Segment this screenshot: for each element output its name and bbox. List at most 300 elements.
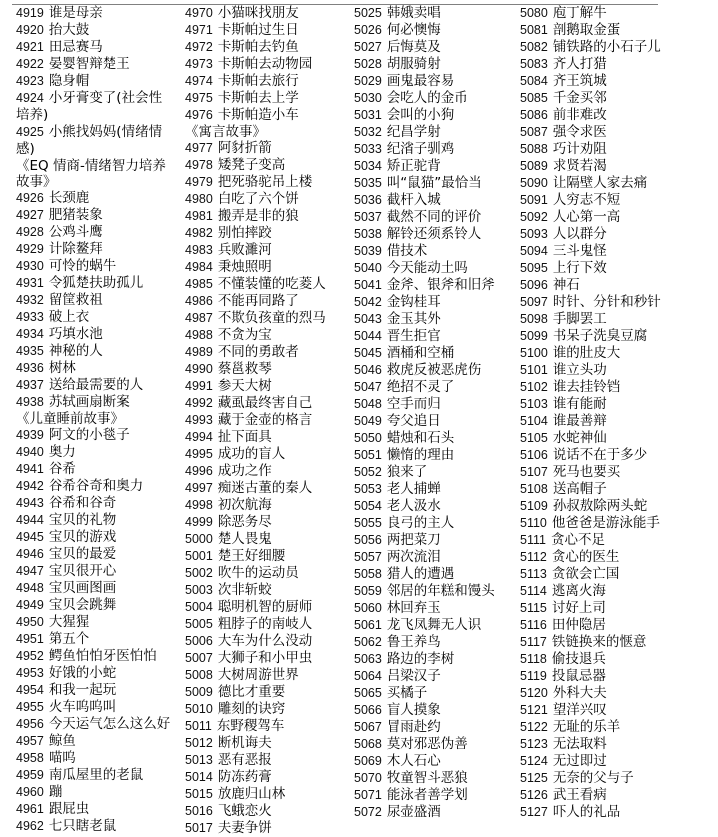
- story-number: 5090: [520, 176, 548, 190]
- story-number: 5072: [354, 805, 382, 819]
- column-2: [185, 5, 343, 837]
- story-number: 4998: [185, 498, 213, 512]
- story-entry: [520, 311, 678, 328]
- story-entry: [16, 784, 174, 801]
- story-title: 懒惰的理由: [386, 447, 455, 463]
- story-title: 人穷志不短: [552, 192, 621, 208]
- story-number: 4992: [185, 396, 213, 410]
- story-entry: [185, 446, 343, 463]
- story-entry: [16, 292, 174, 309]
- story-number: 5121: [520, 703, 548, 717]
- story-title: 聪明机智的厨师: [217, 599, 313, 615]
- story-title: 宝贝画图画: [48, 580, 117, 596]
- story-title: 痴迷古董的秦人: [217, 480, 313, 496]
- story-entry: [185, 208, 343, 225]
- story-title: 谷希: [48, 461, 76, 477]
- story-number: 4985: [185, 277, 213, 291]
- story-number: 5099: [520, 329, 548, 343]
- story-title: 投鼠忌器: [551, 668, 606, 684]
- story-number: 4922: [16, 57, 44, 71]
- story-title: 水蛇神仙: [552, 430, 607, 446]
- story-title: 前非难改: [552, 107, 607, 123]
- story-title: 卡斯帕去旅行: [217, 73, 299, 89]
- story-title: 龙飞凤舞无人识: [386, 617, 482, 633]
- story-entry: [16, 427, 174, 444]
- story-title: 小猫咪找朋友: [217, 5, 299, 21]
- story-title: 救虎反被恶虎伤: [386, 362, 482, 378]
- story-entry: [520, 56, 678, 73]
- story-title: 贪欲会亡国: [551, 566, 620, 582]
- story-entry: [520, 634, 678, 651]
- story-number: 4954: [16, 683, 44, 697]
- story-entry: [354, 328, 512, 345]
- story-title: 宝贝会跳舞: [48, 597, 117, 613]
- story-entry: [16, 275, 174, 292]
- story-number: 5100: [520, 346, 548, 360]
- story-entry: [16, 495, 174, 512]
- story-entry: [185, 803, 343, 820]
- story-number: 5096: [520, 278, 548, 292]
- story-number: 5069: [354, 754, 382, 768]
- story-entry: [520, 549, 678, 566]
- story-entry: [354, 39, 512, 56]
- story-entry: [520, 447, 678, 464]
- story-entry: [185, 718, 343, 735]
- story-number: 5080: [520, 6, 548, 20]
- story-title: 会叫的小狗: [386, 107, 455, 123]
- story-number: 5107: [520, 465, 548, 479]
- story-number: 5005: [185, 617, 213, 631]
- story-entry: [16, 56, 174, 73]
- story-title: 计除鳌拜: [48, 241, 103, 257]
- story-title: 小牙膏变了(社会性培养): [16, 90, 163, 123]
- story-title: 邻居的年糕和馒头: [386, 583, 495, 599]
- story-title: 夫妻争饼: [217, 820, 272, 836]
- story-title: 和我一起玩: [48, 682, 117, 698]
- story-entry: [520, 600, 678, 617]
- story-title: 千金买邻: [552, 90, 607, 106]
- story-title: 无过即过: [552, 753, 607, 769]
- story-entry: [185, 361, 343, 378]
- story-entry: [354, 73, 512, 90]
- story-number: 4921: [16, 40, 44, 54]
- story-entry: [354, 719, 512, 736]
- story-title: 断机诲夫: [217, 735, 272, 751]
- story-entry: [185, 140, 343, 157]
- story-entry: [185, 157, 343, 174]
- story-entry: [16, 631, 174, 648]
- story-title: 不贪为宝: [217, 327, 272, 343]
- story-number: 5037: [354, 210, 382, 224]
- story-entry: [16, 614, 174, 631]
- story-title: 宝贝很开心: [48, 563, 117, 579]
- story-number: 5117: [520, 635, 547, 649]
- story-entry: [354, 481, 512, 498]
- story-title: 初次航海: [217, 497, 272, 513]
- story-number: 4993: [185, 413, 213, 427]
- story-entry: [16, 190, 174, 207]
- story-entry: [185, 769, 343, 786]
- story-number: 4949: [16, 598, 44, 612]
- story-number: 5011: [185, 719, 212, 733]
- story-number: 5082: [520, 40, 548, 54]
- story-title: 金玉其外: [386, 311, 441, 327]
- story-entry: [354, 209, 512, 226]
- story-number: 4950: [16, 615, 44, 629]
- story-entry: [16, 224, 174, 241]
- story-number: 4952: [16, 649, 44, 663]
- story-entry: [520, 668, 678, 685]
- story-entry: [185, 73, 343, 90]
- story-entry: [354, 243, 512, 260]
- story-title: 今天能动土吗: [386, 260, 468, 276]
- story-number: 4961: [16, 802, 44, 816]
- story-entry: [520, 192, 678, 209]
- story-number: 5013: [185, 753, 213, 767]
- story-number: 5002: [185, 566, 213, 580]
- story-title: 放鹿归山林: [217, 786, 286, 802]
- story-entry: [520, 515, 678, 532]
- story-entry: [16, 563, 174, 580]
- story-title: 不懂装懂的吃菱人: [217, 276, 326, 292]
- story-entry: [185, 667, 343, 684]
- story-number: 4953: [16, 666, 44, 680]
- story-number: 4923: [16, 74, 44, 88]
- story-title: 宝贝的礼物: [48, 512, 117, 528]
- story-title: 手脚罢工: [552, 311, 607, 327]
- story-title: 粗脖子的南岐人: [217, 616, 313, 632]
- story-number: 5112: [520, 550, 547, 564]
- story-title: 恶有恶报: [217, 752, 272, 768]
- story-number: 4945: [16, 530, 44, 544]
- story-entry: [520, 583, 678, 600]
- section-heading: 《EQ 情商-情绪智力培养故事》: [16, 158, 166, 190]
- story-number: 5049: [354, 414, 382, 428]
- story-title: 卡斯帕过生日: [217, 22, 299, 38]
- story-title: 铺铁路的小石子儿: [552, 39, 661, 55]
- story-entry: [354, 5, 512, 22]
- story-entry: [354, 56, 512, 73]
- story-number: 5001: [185, 549, 213, 563]
- story-number: 5029: [354, 74, 382, 88]
- story-number: 4980: [185, 192, 213, 206]
- story-title: 白吃了六个饼: [217, 191, 299, 207]
- story-title: 莫对邪恶伪善: [386, 736, 468, 752]
- story-title: 大狮子和小甲虫: [217, 650, 313, 666]
- story-number: 4927: [16, 208, 44, 222]
- story-number: 4994: [185, 430, 213, 444]
- story-number: 5061: [354, 618, 382, 632]
- story-number: 4955: [16, 700, 44, 714]
- story-title: 可怜的蜗牛: [48, 258, 117, 274]
- story-title: 大树周游世界: [217, 667, 299, 683]
- story-title: 矮凳子变高: [217, 157, 286, 173]
- story-title: 夸父追日: [386, 413, 441, 429]
- story-title: 截然不同的评价: [386, 209, 482, 225]
- story-title: 时针、分针和秒针: [552, 294, 661, 310]
- story-title: 楚王好细腰: [217, 548, 286, 564]
- story-title: 神石: [552, 277, 580, 293]
- story-number: 5113: [520, 567, 547, 581]
- story-number: 5063: [354, 652, 382, 666]
- story-entry: [185, 107, 343, 124]
- column-4: [520, 5, 678, 821]
- story-title: 猎人的遭遇: [386, 566, 455, 582]
- story-title: 德比才重要: [217, 684, 286, 700]
- story-number: 4956: [16, 717, 44, 731]
- story-number: 5057: [354, 550, 382, 564]
- story-number: 5046: [354, 363, 382, 377]
- story-title: 书呆子洗臭豆腐: [552, 328, 648, 344]
- story-number: 4934: [16, 327, 44, 341]
- story-title: 牧童智斗恶狼: [386, 770, 468, 786]
- story-number: 5032: [354, 125, 382, 139]
- story-number: 5035: [354, 176, 382, 190]
- story-title: 宝贝的最爱: [48, 546, 117, 562]
- story-number: 5015: [185, 787, 213, 801]
- story-number: 5089: [520, 159, 548, 173]
- story-entry: [520, 753, 678, 770]
- story-number: 5008: [185, 668, 213, 682]
- story-entry: [354, 770, 512, 787]
- story-entry: [520, 736, 678, 753]
- story-entry: [354, 668, 512, 685]
- story-title: 今天运气怎么这么好: [48, 716, 171, 732]
- story-entry: [354, 787, 512, 804]
- story-entry: [354, 175, 512, 192]
- story-number: 5064: [354, 669, 382, 683]
- story-title: 奥力: [48, 444, 76, 460]
- story-number: 4974: [185, 74, 213, 88]
- story-number: 4938: [16, 395, 44, 409]
- story-number: 4935: [16, 344, 44, 358]
- story-entry: [16, 801, 174, 818]
- story-title: 蜡烛和石头: [386, 430, 455, 446]
- story-entry: [354, 600, 512, 617]
- story-title: 谁是母亲: [48, 5, 103, 21]
- story-entry: [520, 345, 678, 362]
- story-number: 5051: [354, 448, 382, 462]
- story-number: 5126: [520, 788, 548, 802]
- story-number: 5062: [354, 635, 382, 649]
- story-number: 5052: [354, 465, 382, 479]
- story-number: 5055: [354, 516, 382, 530]
- story-entry: [520, 464, 678, 481]
- story-entry: [354, 379, 512, 396]
- story-title: 强令求医: [552, 124, 607, 140]
- story-number: 5003: [185, 583, 213, 597]
- story-number: 5094: [520, 244, 548, 258]
- story-title: 飞蛾恋火: [217, 803, 272, 819]
- story-entry: [354, 124, 512, 141]
- story-title: 铁链换来的惬意: [551, 634, 647, 650]
- story-number: 5012: [185, 736, 213, 750]
- column-1: [16, 5, 174, 835]
- story-title: 借技术: [386, 243, 428, 259]
- story-number: 4978: [185, 158, 213, 172]
- story-entry: [354, 549, 512, 566]
- story-title: 肥猪装象: [48, 207, 103, 223]
- story-title: 买橘子: [386, 685, 428, 701]
- story-entry: [16, 444, 174, 461]
- story-title: 木人石心: [386, 753, 441, 769]
- story-entry: [185, 463, 343, 480]
- story-entry: [185, 633, 343, 650]
- story-number: 5067: [354, 720, 382, 734]
- story-number: 5059: [354, 584, 382, 598]
- story-number: 4988: [185, 328, 213, 342]
- story-entry: [185, 616, 343, 633]
- story-entry: [16, 665, 174, 682]
- story-entry: [185, 582, 343, 599]
- story-number: 5065: [354, 686, 382, 700]
- story-number: 5110: [520, 516, 547, 530]
- story-title: 剖鹅取金蛋: [552, 22, 621, 38]
- story-number: 4946: [16, 547, 44, 561]
- story-title: 扯下面具: [217, 429, 272, 445]
- story-number: 5041: [354, 278, 382, 292]
- story-title: 抬大鼓: [48, 22, 90, 38]
- story-entry: [520, 124, 678, 141]
- story-number: 5104: [520, 414, 548, 428]
- story-number: 4976: [185, 108, 213, 122]
- story-entry: [520, 685, 678, 702]
- story-entry: [520, 719, 678, 736]
- story-title: 留筐救祖: [48, 292, 103, 308]
- story-title: 酒桶和空桶: [386, 345, 455, 361]
- story-entry: [520, 243, 678, 260]
- section-heading: 《寓言故事》: [185, 124, 266, 140]
- column-3: [354, 5, 512, 821]
- story-number: 5098: [520, 312, 548, 326]
- story-number: 5040: [354, 261, 382, 275]
- story-number: 5030: [354, 91, 382, 105]
- story-title: 讨好上司: [551, 600, 606, 616]
- story-entry: [16, 461, 174, 478]
- story-number: 5009: [185, 685, 213, 699]
- story-entry: [354, 413, 512, 430]
- story-number: 4937: [16, 378, 44, 392]
- story-title: 卡斯帕造小车: [217, 107, 299, 123]
- story-title: 谁最善辩: [552, 413, 607, 429]
- story-number: 5108: [520, 482, 548, 496]
- story-number: 4983: [185, 243, 213, 257]
- story-entry: [16, 39, 174, 56]
- story-entry: [354, 226, 512, 243]
- story-entry: [185, 565, 343, 582]
- story-title: 长颈鹿: [48, 190, 90, 206]
- story-number: 4970: [185, 6, 213, 20]
- story-title: 不同的勇敢者: [217, 344, 299, 360]
- story-number: 5120: [520, 686, 548, 700]
- story-entry: [16, 750, 174, 767]
- story-entry: [354, 90, 512, 107]
- story-number: 5017: [185, 821, 213, 835]
- story-number: 4975: [185, 91, 213, 105]
- story-title: 蹦: [48, 784, 63, 800]
- story-title: 绝招不灵了: [386, 379, 455, 395]
- story-number: 5014: [185, 770, 213, 784]
- story-title: 阿豺折箭: [217, 140, 272, 156]
- story-title: 卡斯帕去上学: [217, 90, 299, 106]
- story-entry: [520, 702, 678, 719]
- story-title: 会吃人的金币: [386, 90, 468, 106]
- story-title: 成功的盲人: [217, 446, 286, 462]
- story-number: 4930: [16, 259, 44, 273]
- story-number: 5039: [354, 244, 382, 258]
- story-entry: [520, 566, 678, 583]
- story-title: 鲁王养鸟: [386, 634, 441, 650]
- story-title: 防冻药膏: [217, 769, 272, 785]
- story-entry: [354, 192, 512, 209]
- story-title: 成功之作: [217, 463, 272, 479]
- story-title: 纪渻子驯鸡: [386, 141, 455, 157]
- story-number: 5045: [354, 346, 382, 360]
- story-title: 搬弄是非的狼: [217, 208, 299, 224]
- story-title: 苏轼画扇断案: [48, 394, 130, 410]
- story-title: 参天大树: [217, 378, 272, 394]
- story-entry: [354, 702, 512, 719]
- story-title: 胡服骑射: [386, 56, 441, 72]
- story-entry: [16, 73, 174, 90]
- story-title: 空手而归: [386, 396, 441, 412]
- story-number: 5043: [354, 312, 382, 326]
- story-number: 5036: [354, 193, 382, 207]
- story-title: 送高帽子: [552, 481, 607, 497]
- story-number: 5122: [520, 720, 548, 734]
- story-number: 5053: [354, 482, 382, 496]
- story-number: 4919: [16, 6, 44, 20]
- story-number: 5103: [520, 397, 548, 411]
- story-entry: [16, 343, 174, 360]
- story-entry: [520, 209, 678, 226]
- story-entry: [354, 498, 512, 515]
- story-entry: [185, 701, 343, 718]
- story-number: 5083: [520, 57, 548, 71]
- story-number: 5031: [354, 108, 382, 122]
- story-title: 解铃还须系铃人: [386, 226, 482, 242]
- story-title: 上行下效: [552, 260, 607, 276]
- story-number: 5093: [520, 227, 548, 241]
- story-number: 4984: [185, 260, 213, 274]
- story-entry: [185, 5, 343, 22]
- story-title: 死马也要买: [552, 464, 621, 480]
- story-entry: [16, 597, 174, 614]
- story-title: 巧填水池: [48, 326, 103, 342]
- story-entry: [354, 753, 512, 770]
- story-number: 5048: [354, 397, 382, 411]
- story-number: 4940: [16, 445, 44, 459]
- story-title: 叫“鼠猫”最恰当: [386, 175, 482, 191]
- story-entry: [520, 158, 678, 175]
- story-title: 画鬼最容易: [386, 73, 455, 89]
- story-entry: [185, 310, 343, 327]
- story-entry: [520, 617, 678, 634]
- story-number: 5033: [354, 142, 382, 156]
- story-number: 5095: [520, 261, 548, 275]
- story-entry: [520, 770, 678, 787]
- story-number: 5068: [354, 737, 382, 751]
- story-entry: [185, 22, 343, 39]
- story-title: 火车呜呜叫: [48, 699, 117, 715]
- story-entry: [520, 226, 678, 243]
- story-title: 外科大夫: [552, 685, 607, 701]
- story-entry: [520, 73, 678, 90]
- story-title: 老人捕蝉: [386, 481, 441, 497]
- story-entry: [520, 396, 678, 413]
- story-entry: [185, 56, 343, 73]
- story-entry: [185, 820, 343, 837]
